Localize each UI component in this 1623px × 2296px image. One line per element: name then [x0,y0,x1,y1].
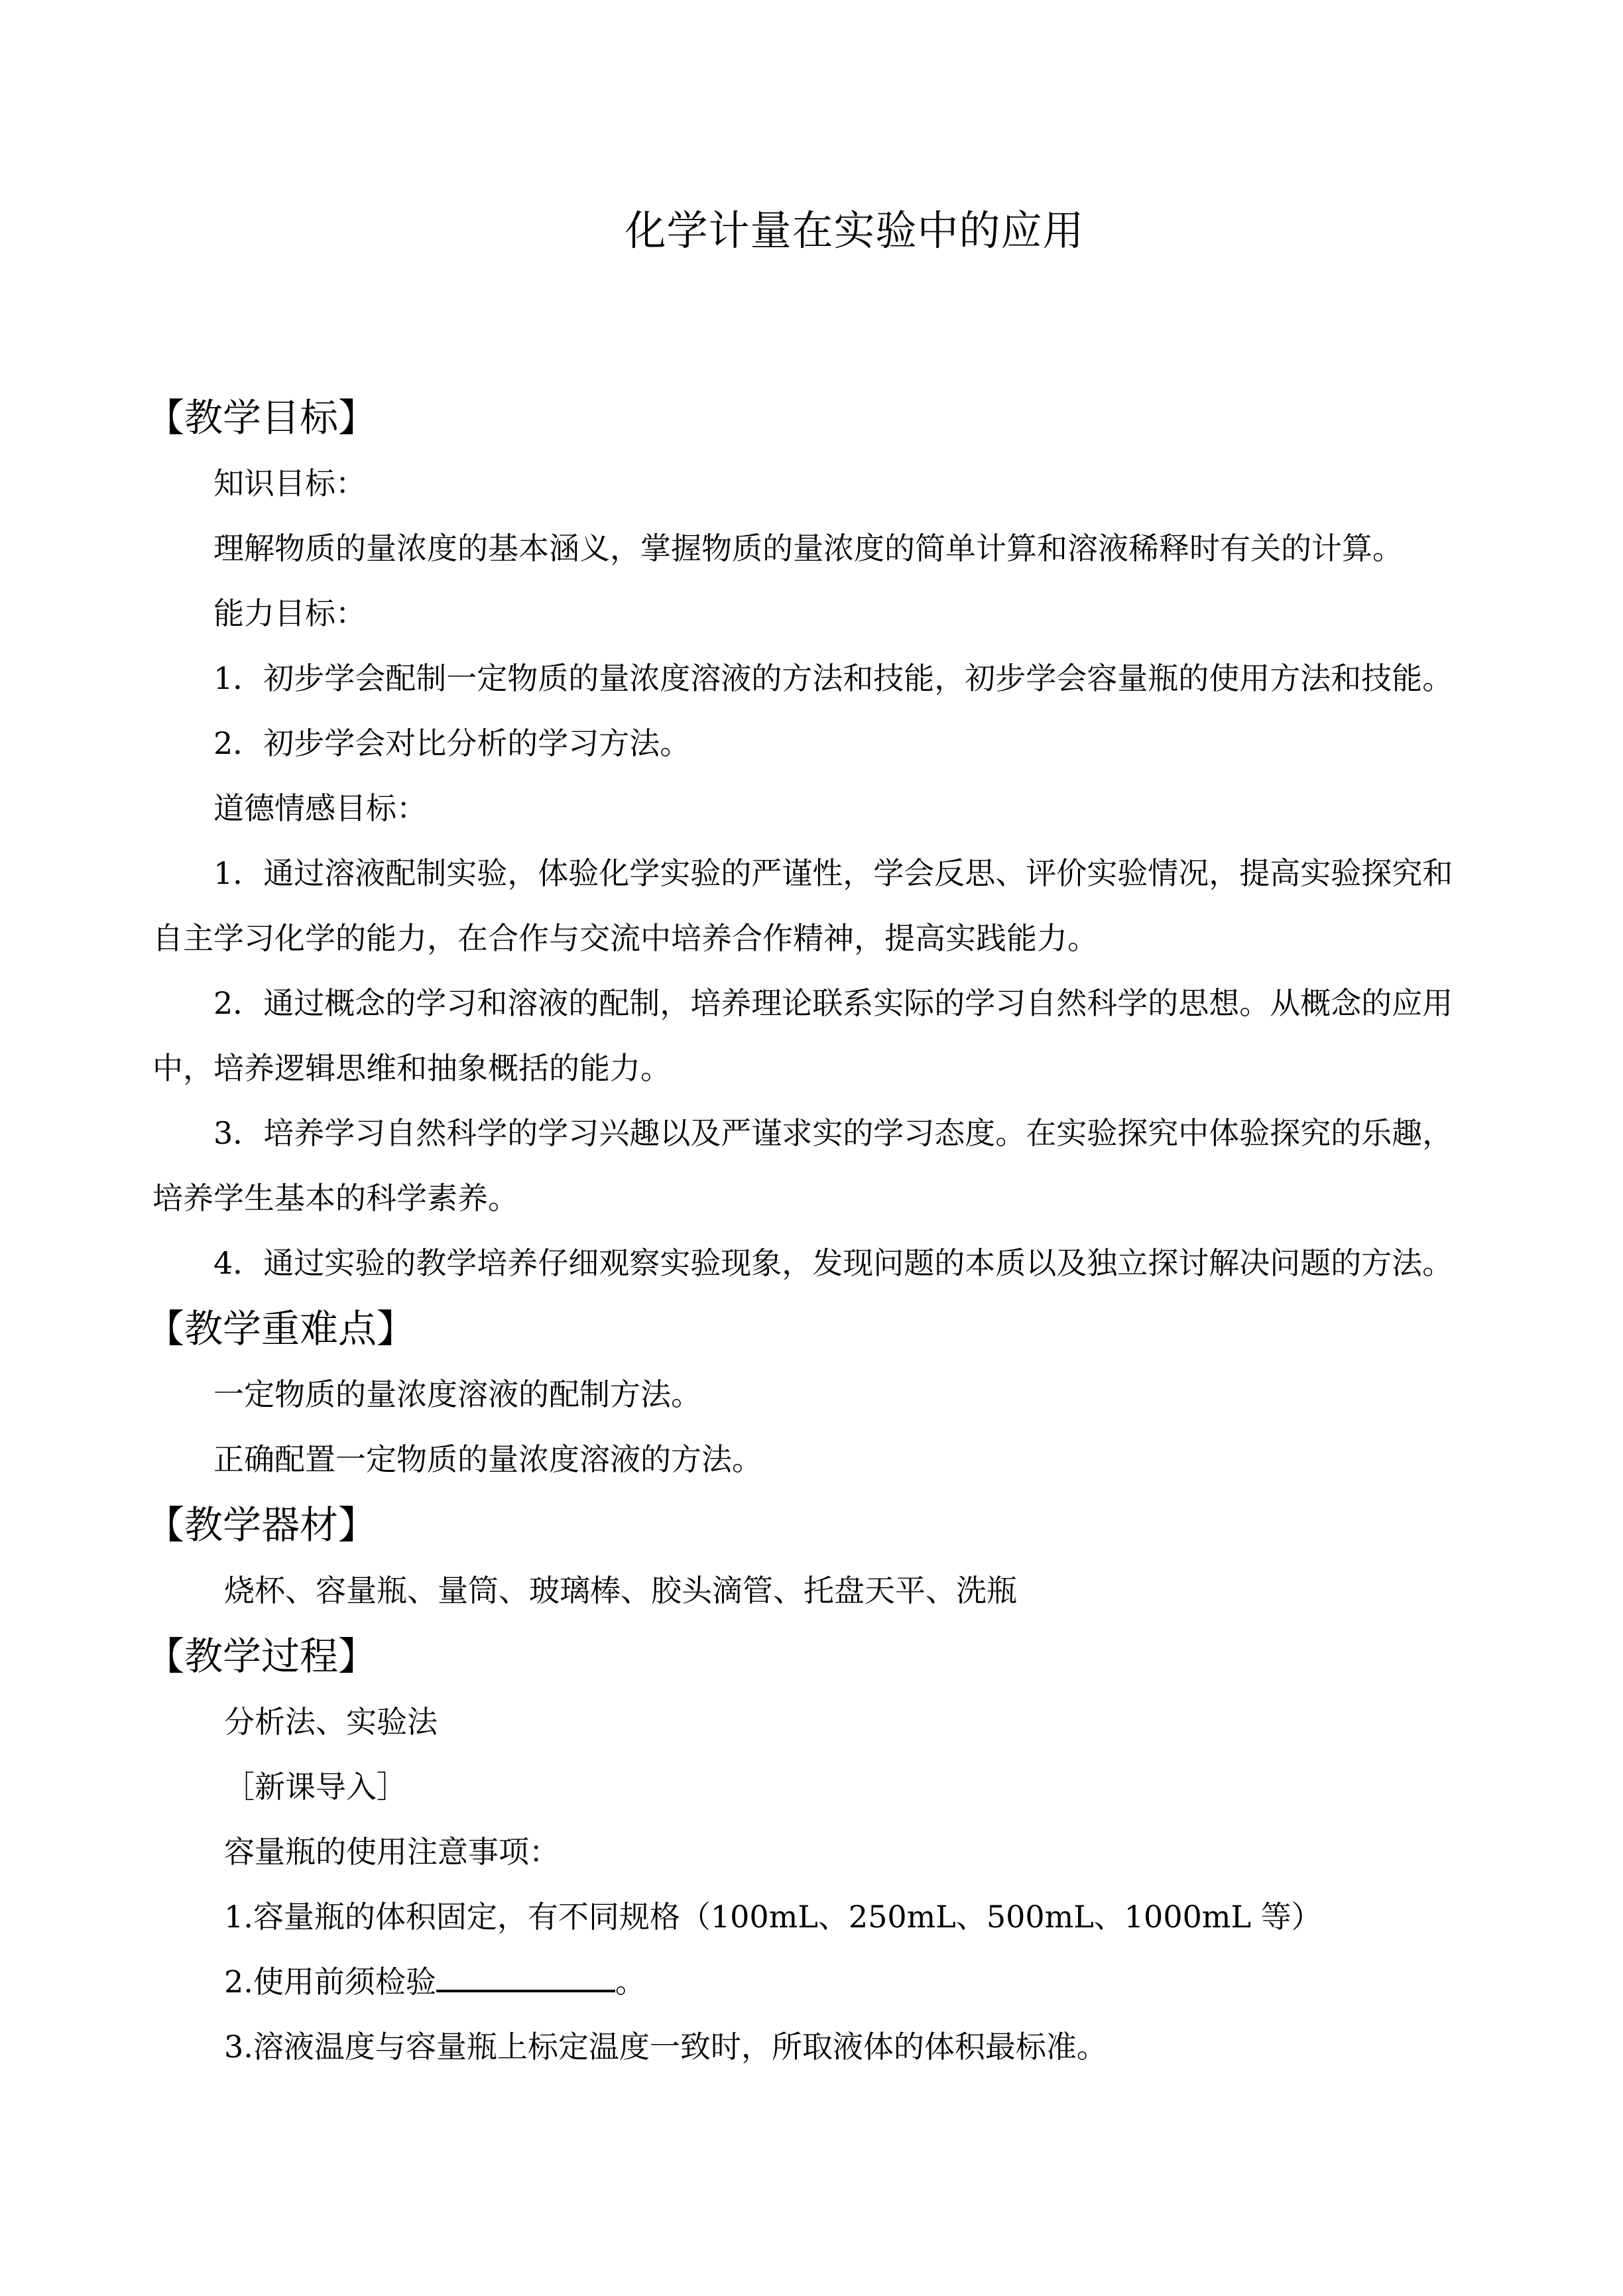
moral-goal-item: 3．培养学习自然科学的学习兴趣以及严谨求实的学习态度。在实验探究中体验探究的乐趣，培养学生基本的科学素养。 [152,1115,1453,1216]
teaching-method: 分析法、实验法 [224,1704,438,1740]
knowledge-goal-text: 理解物质的量浓度的基本涵义，掌握物质的量浓度的简单计算和溶液稀释时有关的计算。 [213,530,1403,566]
section-heading-process: 【教学过程】 [146,1634,377,1679]
key-point-item: 正确配置一定物质的量浓度溶液的方法。 [213,1441,762,1477]
ability-goal-label: 能力目标： [213,595,366,631]
knowledge-goal-label: 知识目标： [213,465,366,501]
fill-in-blank [436,1963,615,1992]
flask-note-2-end: 。 [615,1964,646,2000]
section-heading-goals: 【教学目标】 [146,395,377,440]
flask-notes-label: 容量瓶的使用注意事项： [224,1834,560,1870]
materials-list: 烧杯、容量瓶、量筒、玻璃棒、胶头滴管、托盘天平、洗瓶 [224,1573,1017,1608]
flask-note-2-text: 2.使用前须检验 [224,1964,436,2000]
document-body [146,385,1478,2079]
ability-goal-item: 1．初步学会配制一定物质的量浓度溶液的方法和技能，初步学会容量瓶的使用方法和技能。 [213,660,1453,696]
section-heading-materials: 【教学器材】 [146,1502,377,1547]
new-lesson-intro: ［新课导入］ [224,1769,407,1805]
flask-note-2 [152,1949,1478,2014]
flask-note-3: 3.溶液温度与容量瓶上标定温度一致时，所取液体的体积最标准。 [224,2029,1107,2065]
moral-goal-label: 道德情感目标： [213,790,427,826]
moral-goal-item: 4．通过实验的教学培养仔细观察实验现象，发现问题的本质以及独立探讨解决问题的方法。 [213,1245,1453,1281]
moral-goal-item: 1．通过溶液配制实验，体验化学实验的严谨性，学会反思、评价实验情况，提高实验探究和自主学习化学的能力，在合作与交流中培养合作精神，提高实践能力。 [152,855,1453,956]
key-point-item: 一定物质的量浓度溶液的配制方法。 [213,1376,701,1412]
section-heading-key-points: 【教学重难点】 [146,1306,416,1351]
flask-note-1: 1.容量瓶的体积固定，有不同规格（100mL、250mL、500mL、1000mL 等） [224,1899,1322,1935]
page-title: 化学计量在实验中的应用 [625,206,1085,255]
moral-goal-item: 2．通过概念的学习和溶液的配制，培养理论联系实际的学习自然科学的思想。从概念的应用中，培养逻辑思维和抽象概括的能力。 [152,985,1453,1086]
ability-goal-item: 2．初步学会对比分析的学习方法。 [213,725,691,761]
